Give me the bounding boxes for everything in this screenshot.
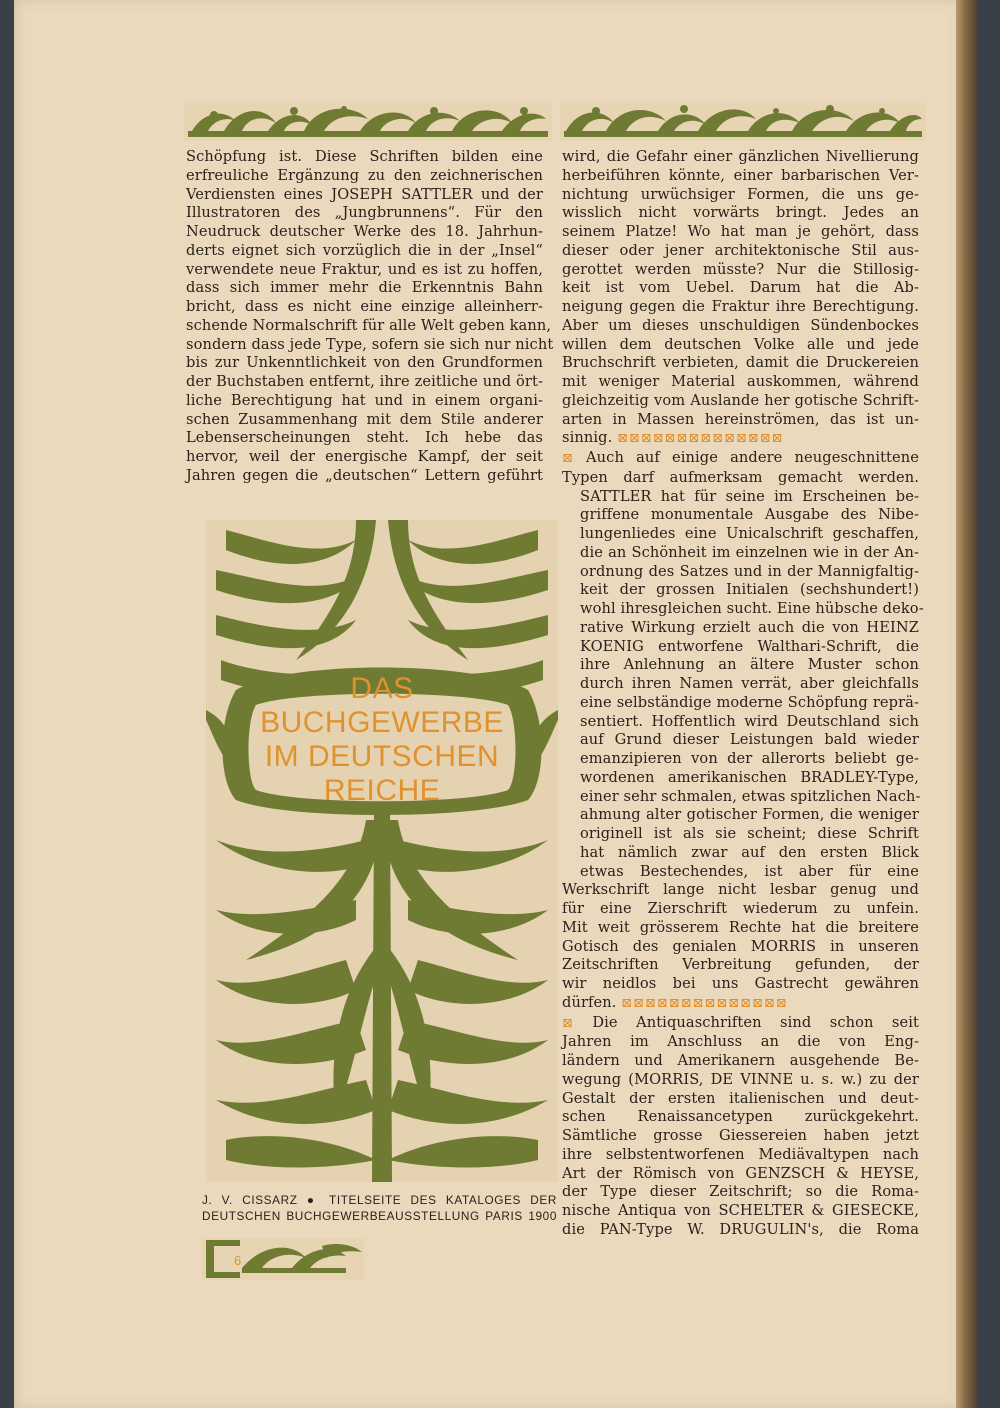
text-line: dass sich immer mehr die Erkenntnis Bahn (186, 279, 543, 297)
text-line: keit ist vom Uebel. Darum hat die Ab- (562, 279, 919, 297)
text-line: arten in Massen hereinströmen, das ist un- (562, 410, 919, 428)
paragraph-mark-icon: ⊠ (562, 451, 574, 466)
text-line: nische Antiqua von SCHELTER & GIESECKE, (562, 1202, 919, 1219)
text-line: Gestalt der ersten italienischen und deut- (562, 1089, 919, 1107)
text-line: emanzipieren von der allerorts beliebt ge- (580, 750, 919, 767)
text-line: Zeitschriften Verbreitung gefunden, der (562, 956, 919, 974)
text-line: wird, die Gefahr einer gänzlichen Nivellierung (562, 148, 919, 165)
caption-line: J. V. CISSARZ ● TITELSEITE DES KATALOGES DER (202, 1193, 557, 1207)
text-line: willen dem deutschen Volke alle und jede (562, 335, 919, 353)
title-line: IM DEUTSCHEN (264, 740, 500, 773)
text-line: Verdiensten eines JOSEPH SATTLER und der (186, 185, 543, 203)
text-line: Illustratoren des „Jungbrunnens“. Für den (186, 204, 543, 222)
text-line: derts eignet sich vorzüglich die in der „Insel“ (186, 241, 543, 259)
text-line: die PAN-Type W. DRUGULIN's, die Roma (562, 1220, 919, 1238)
ornament-footer (202, 1238, 364, 1280)
text-line: ordnung des Satzes und in der Mannigfaltig- (580, 562, 919, 580)
text-line: Bruchschrift verbieten, damit die Druckereien (562, 354, 919, 372)
text-line: mit weniger Material auskommen, während (562, 373, 919, 390)
book-page (14, 0, 978, 1408)
text-line: Jahren gegen die „deutschen“ Lettern geführt (186, 466, 543, 484)
text-line: ahmung alter gotischer Formen, die weniger (580, 806, 919, 824)
text-line: Jahren im Anschluss an die von Eng- (562, 1033, 919, 1051)
text-line: gleichzeitig vom Auslande her gotische Schrift- (562, 391, 919, 409)
paragraph-c (562, 1014, 919, 1240)
text-line: Gotisch des genialen MORRIS in unseren (562, 937, 919, 955)
text-line: wordenen amerikanischen BRADLEY-Type, (580, 768, 919, 786)
text-line: keit der grossen Initialen (sechshundert!) (580, 581, 919, 599)
text-line: für eine Zierschrift wiederum zu unfein. (562, 900, 919, 917)
text-line: wegung (MORRIS, DE VINNE u. s. w.) zu der (562, 1070, 919, 1088)
text-line: schen Renaissancetypen zurückgekehrt. (562, 1108, 919, 1126)
text-line: gerottet werden müsste? Nur die Stillosig- (562, 260, 919, 278)
line-filler-ornament: ⊠⊠⊠⊠⊠⊠⊠⊠⊠⊠⊠⊠⊠⊠ (621, 995, 788, 1011)
text-line: wohl ihresgleichen sucht. Eine hübsche deko- (580, 600, 924, 617)
text-line: schende Normalschrift für alle Welt geben kann, (186, 316, 552, 334)
text-line: dieser oder jener architektonische Stil aus- (562, 241, 919, 259)
text-line: durch ihren Namen verrät, aber gleichfalls (580, 675, 919, 692)
paragraph-end-line: dürfen. ⊠⊠⊠⊠⊠⊠⊠⊠⊠⊠⊠⊠⊠⊠ (562, 993, 788, 1011)
right-text-column (562, 148, 924, 1240)
text-line: rative Wirkung erzielt auch die von HEINZ (580, 618, 919, 636)
text-line: Sämtliche grosse Giessereien haben jetzt (562, 1127, 919, 1144)
text-line: bis zur Unkenntlichkeit von den Grundformen (186, 354, 543, 372)
text-line: seinem Platze! Wo hat man je gehört, dass (562, 223, 919, 240)
text-line: hervor, weil der energische Kampf, der seit (186, 448, 543, 465)
ornament-header-left (184, 103, 552, 141)
paragraph-mark-icon: ⊠ (562, 1015, 574, 1031)
text-line: ⊠ Die Antiquaschriften sind schon seit (562, 1013, 919, 1031)
text-line: SATTLER hat für seine im Erscheinen be- (580, 487, 919, 505)
text-line: ihre selbstentworfenen Mediävaltypen nach (562, 1145, 919, 1163)
text-line: Art der Römisch von GENZSCH & HEYSE, (562, 1164, 919, 1182)
text-line: einer sehr schmalen, etwas spitzlichen Nach- (580, 787, 921, 805)
text-line: liche Berechtigung hat und in einem organi- (186, 391, 543, 409)
text-line: griffene monumentale Ausgabe des Nibe- (580, 506, 919, 524)
line-filler-ornament: ⊠⊠⊠⊠⊠⊠⊠⊠⊠⊠⊠⊠⊠⊠ (617, 431, 784, 447)
text-line: bricht, dass es nicht eine einzige alleinherr- (186, 298, 543, 315)
text-line: ihre Anlehnung an ältere Muster schon (580, 656, 919, 674)
text-line: Aber um dieses unschuldigen Sündenbockes (562, 316, 919, 334)
title-line: DAS (350, 672, 414, 705)
text-line: Typen darf aufmerksam gemacht werden. (562, 468, 919, 486)
text-line: erfreuliche Ergänzung zu den zeichnerischen (186, 166, 543, 184)
catalog-title-illustration (206, 520, 558, 1182)
ornament-header-right (560, 103, 926, 141)
text-line: ⊠ Auch auf einige andere neugeschnittene (562, 449, 919, 466)
title-line: REICHE (323, 774, 441, 807)
text-line: originell ist als sie scheint; diese Schrift (580, 825, 919, 842)
title-line: BUCHGEWERBE (260, 706, 504, 739)
text-line: nichtung urwüchsiger Formen, die uns ge- (562, 185, 919, 203)
paragraph-b (562, 449, 924, 1014)
text-line: ländern und Amerikanern ausgehende Be- (562, 1052, 919, 1069)
text-line: auf Grund dieser Leistungen bald wieder (580, 731, 919, 749)
text-line: Lebenserscheinungen steht. Ich hebe das (186, 429, 543, 447)
text-line: KOENIG entworfene Walthari-Schrift, die (580, 637, 919, 655)
text-line: der Buchstaben entfernt, ihre zeitliche und ört- (186, 373, 543, 390)
text-line: Mit weit grösserem Rechte hat die breitere (562, 918, 919, 936)
text-line: wisslich nicht vorwärts bringt. Jedes an (562, 204, 919, 222)
text-line: hat nämlich zwar auf den ersten Blick (580, 843, 919, 861)
illustration-caption (202, 1192, 557, 1224)
text-line: herbeiführen könnte, einer barbarischen Ver- (562, 166, 919, 184)
paragraph-end-line: sinnig. ⊠⊠⊠⊠⊠⊠⊠⊠⊠⊠⊠⊠⊠⊠ (562, 429, 784, 447)
text-line: verwendete neue Fraktur, und es ist zu hoffen, (186, 260, 543, 278)
text-line: Schöpfung ist. Diese Schriften bilden eine (186, 148, 543, 165)
text-line: lungenliedes eine Unicalschrift geschaffen, (580, 525, 919, 542)
caption-line: DEUTSCHEN BUCHGEWERBEAUSSTELLUNG PARIS 1900 (202, 1209, 557, 1223)
text-line: schen Zusammenhang mit dem Stile anderer (186, 410, 543, 428)
text-line: Neudruck deutscher Werke des 18. Jahrhun- (186, 223, 543, 240)
leaf-pattern-artwork (206, 520, 558, 1182)
book-binding (956, 0, 978, 1408)
left-text-column (186, 148, 554, 486)
text-line: neigung gegen die Fraktur ihre Berechtigung. (562, 298, 919, 315)
text-line: Werkschrift lange nicht lesbar genug und (562, 881, 919, 899)
text-line: eine selbständige moderne Schöpfung reprä- (580, 693, 919, 711)
page-number: 6 (234, 1253, 242, 1268)
paragraph-a (562, 148, 919, 449)
text-line: sondern dass jede Type, sofern sie sich nur nicht (186, 335, 554, 353)
text-line: sentiert. Hoffentlich wird Deutschland sich (580, 712, 919, 730)
text-line: die an Schönheit im einzelnen wie in der An- (580, 543, 919, 561)
text-line: etwas Bestechendes, ist aber für eine (580, 862, 919, 880)
text-line: wir neidlos bei uns Gastrecht gewähren (562, 975, 919, 992)
text-line: der Type dieser Zeitschrift; so die Roma- (562, 1183, 919, 1201)
